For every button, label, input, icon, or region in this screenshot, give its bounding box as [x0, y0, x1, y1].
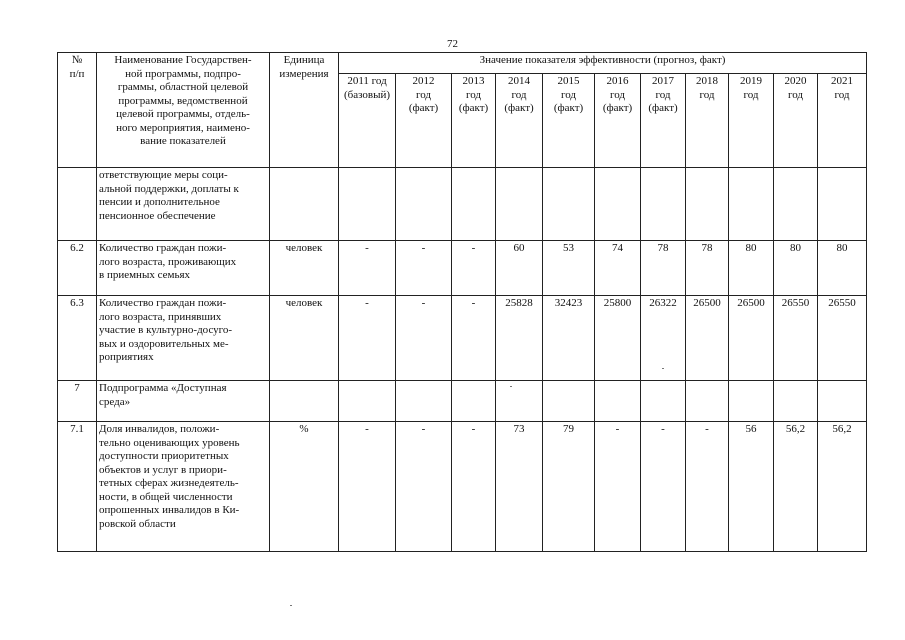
row-value: - [686, 422, 729, 552]
header-unit: Единица измерения [270, 53, 339, 168]
row-value: 79 [543, 422, 595, 552]
row-value: 56,2 [774, 422, 818, 552]
row-indicator-name: Количество граждан пожи- лого возраста, принявших участие в культурно-досуго- вых и оздоровительных ме- роприятиях [97, 296, 270, 381]
row-number: 7 [58, 381, 97, 422]
row-value [595, 381, 641, 422]
row-value [729, 168, 774, 241]
row-unit: % [270, 422, 339, 552]
indicator-table [57, 52, 867, 552]
row-value [496, 168, 543, 241]
row-value [774, 168, 818, 241]
row-value: 73 [496, 422, 543, 552]
header-year: 2019 год [729, 74, 774, 168]
row-value: 26500 [729, 296, 774, 381]
row-number: 7.1 [58, 422, 97, 552]
row-indicator-name: Доля инвалидов, положи- тельно оценивающих уровень доступности приоритетных объектов и услуг в приори- тетных сферах жизнедеятель- ности, в общей численности опрошенных инвалидов в Ки- ровской области [97, 422, 270, 552]
header-name: Наименование Государствен- ной программы, подпро- граммы, областной целевой программы, ведомственной целевой программы, отдель- ного мероприятия, наимено- вание показателей [97, 53, 270, 168]
row-value: 80 [729, 241, 774, 296]
row-value: 80 [774, 241, 818, 296]
row-value: 53 [543, 241, 595, 296]
row-value [641, 381, 686, 422]
scan-speck [290, 605, 292, 606]
row-value [396, 381, 452, 422]
header-year: 2016 год (факт) [595, 74, 641, 168]
row-value [818, 168, 867, 241]
table-row [58, 381, 867, 422]
row-value: 25828 [496, 296, 543, 381]
row-value [339, 381, 396, 422]
row-value: - [339, 241, 396, 296]
row-number: 6.2 [58, 241, 97, 296]
table-body [58, 168, 867, 552]
row-value [339, 168, 396, 241]
header-year: 2018 год [686, 74, 729, 168]
row-value [496, 381, 543, 422]
row-number [58, 168, 97, 241]
row-value: 26322 [641, 296, 686, 381]
row-value [543, 168, 595, 241]
row-value [452, 381, 496, 422]
row-unit [270, 381, 339, 422]
row-value: 32423 [543, 296, 595, 381]
row-value: 26550 [774, 296, 818, 381]
header-year: 2013 год (факт) [452, 74, 496, 168]
row-value [686, 168, 729, 241]
table-row [58, 296, 867, 381]
scan-speck [510, 386, 512, 387]
header-year: 2021 год [818, 74, 867, 168]
row-value: 78 [686, 241, 729, 296]
row-value: 74 [595, 241, 641, 296]
row-value [396, 168, 452, 241]
header-row-top [58, 53, 867, 74]
header-year: 2012 год (факт) [396, 74, 452, 168]
row-indicator-name: ответствующие меры соци- альной поддержки, доплаты к пенсии и дополнительное пенсионное обеспечение [97, 168, 270, 241]
header-year: 2020 год [774, 74, 818, 168]
row-value: - [339, 296, 396, 381]
row-value: 78 [641, 241, 686, 296]
table-row [58, 241, 867, 296]
page-number: 72 [447, 38, 458, 50]
row-value: 26500 [686, 296, 729, 381]
scan-speck [662, 368, 664, 369]
header-group: Значение показателя эффективности (прогноз, факт) [339, 53, 867, 74]
row-value: - [595, 422, 641, 552]
row-unit [270, 168, 339, 241]
row-unit: человек [270, 296, 339, 381]
row-value [543, 381, 595, 422]
row-value [595, 168, 641, 241]
row-value: 26550 [818, 296, 867, 381]
row-value [452, 168, 496, 241]
row-value: - [396, 422, 452, 552]
table-row [58, 422, 867, 552]
row-value: 56 [729, 422, 774, 552]
row-value [774, 381, 818, 422]
row-value [641, 168, 686, 241]
row-unit: человек [270, 241, 339, 296]
row-indicator-name: Подпрограмма «Доступная среда» [97, 381, 270, 422]
row-value: 60 [496, 241, 543, 296]
row-value [686, 381, 729, 422]
header-num: № п/п [58, 53, 97, 168]
row-value [729, 381, 774, 422]
row-value: - [641, 422, 686, 552]
row-value [818, 381, 867, 422]
row-value: - [452, 241, 496, 296]
row-value: - [396, 241, 452, 296]
row-value: 80 [818, 241, 867, 296]
row-value: 56,2 [818, 422, 867, 552]
header-year: 2011 год (базовый) [339, 74, 396, 168]
row-number: 6.3 [58, 296, 97, 381]
row-value: 25800 [595, 296, 641, 381]
header-year: 2014 год (факт) [496, 74, 543, 168]
row-value: - [339, 422, 396, 552]
row-indicator-name: Количество граждан пожи- лого возраста, проживающих в приемных семьях [97, 241, 270, 296]
table-row [58, 168, 867, 241]
row-value: - [396, 296, 452, 381]
row-value: - [452, 422, 496, 552]
header-year: 2015 год (факт) [543, 74, 595, 168]
header-year: 2017 год (факт) [641, 74, 686, 168]
row-value: - [452, 296, 496, 381]
